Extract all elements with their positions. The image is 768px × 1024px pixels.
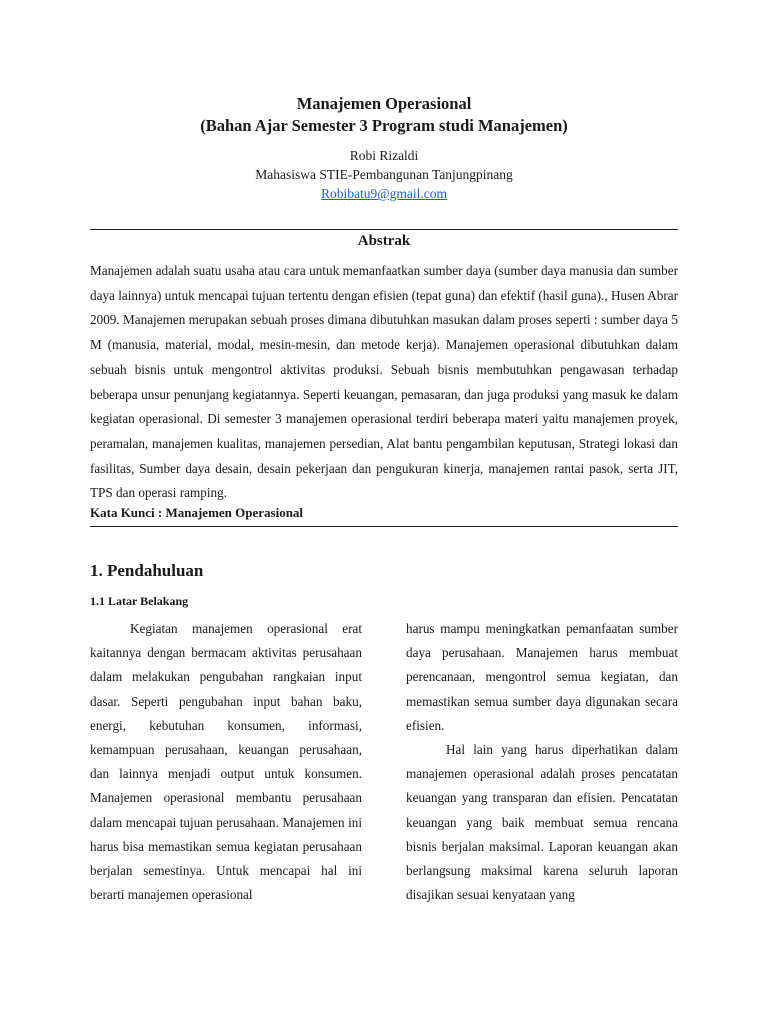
abstract-bottom-rule — [90, 526, 678, 527]
left-column — [90, 617, 362, 907]
paper-subtitle: (Bahan Ajar Semester 3 Program studi Manajemen) — [200, 116, 568, 135]
author-name: Robi Rizaldi — [349, 148, 419, 163]
author-affiliation: Mahasiswa STIE-Pembangunan Tanjungpinang — [255, 167, 513, 182]
paragraph: Kegiatan manajemen operasional erat kaitannya dengan bermacam aktivitas perusahaan dalam melakukan pengubahan rangkaian input dasar. Seperti pengubahan input bahan baku, energi, kebutuhan konsumen, informasi, kemampuan perusahaan, keuangan perusahaan, dan lainnya menjadi output untuk konsumen. Manajemen operasional membantu perusahaan dalam mencapai tujuan perusahaan. Manajemen ini harus bisa memastikan semua kegiatan perusahaan berjalan semestinya. Untuk mencapai hal ini berarti manajemen operasional — [90, 621, 362, 903]
paragraph: harus mampu meningkatkan pemanfaatan sumber daya perusahaan. Manajemen harus membuat perencanaan, mengontrol semua kegiatan, dan memastikan semua sumber daya digunakan secara efisien. — [406, 621, 678, 733]
abstract-body: Manajemen adalah suatu usaha atau cara untuk memanfaatkan sumber daya (sumber daya manusia dan sumber daya lainnya) untuk mencapai tujuan tertentu dengan efisien (tepat guna) dan efektif (hasil guna)., Husen Abrar 2009. Manajemen merupakan sebuah proses dimana dibutuhkan masukan dalam proses seperti : sumber daya 5 M (manusia, material, modal, mesin-mesin, dan metode kerja). Manajemen operasional dibutuhkan dalam sebuah bisnis untuk mengontrol aktivitas produksi. Sebuah bisnis membutuhkan pengawasan terhadap beberapa unsur penunjang kegiatannya. Seperti keuangan, pemasaran, dan juga produksi yang masuk ke dalam kegiatan operasional. Di semester 3 manajemen operasional terdiri beberapa materi yaitu manajemen proyek, peramalan, manajemen kualitas, manajemen persedian, Alat bantu pengambilan keputusan, Strategi lokasi dan fasilitas, Sumber daya desain, desain pekerjaan dan pengukuran kinerja, manajemen rantai pasok, serta JIT, TPS dan operasi ramping. — [90, 263, 678, 501]
subsection-heading: 1.1 Latar Belakang — [90, 594, 189, 608]
right-column — [406, 617, 678, 907]
paper-header — [0, 93, 768, 203]
keywords: Kata Kunci : Manajemen Operasional — [90, 505, 304, 520]
author-email-link[interactable]: Robibatu9@gmail.com — [320, 186, 448, 201]
section-heading: 1. Pendahuluan — [90, 561, 204, 580]
paper-title: Manajemen Operasional — [296, 94, 472, 113]
abstract-heading: Abstrak — [357, 233, 411, 249]
paragraph: Hal lain yang harus diperhatikan dalam manajemen operasional adalah proses pencatatan keuangan yang transparan dan efisien. Pencatatan keuangan yang baik membuat semua rencana bisnis berjalan maksimal. Laporan keuangan akan berlangsung maksimal karena seluruh laporan disajikan sesuai kenyataan yang — [406, 742, 678, 903]
abstract-top-rule — [90, 229, 678, 230]
author-block — [0, 146, 768, 203]
